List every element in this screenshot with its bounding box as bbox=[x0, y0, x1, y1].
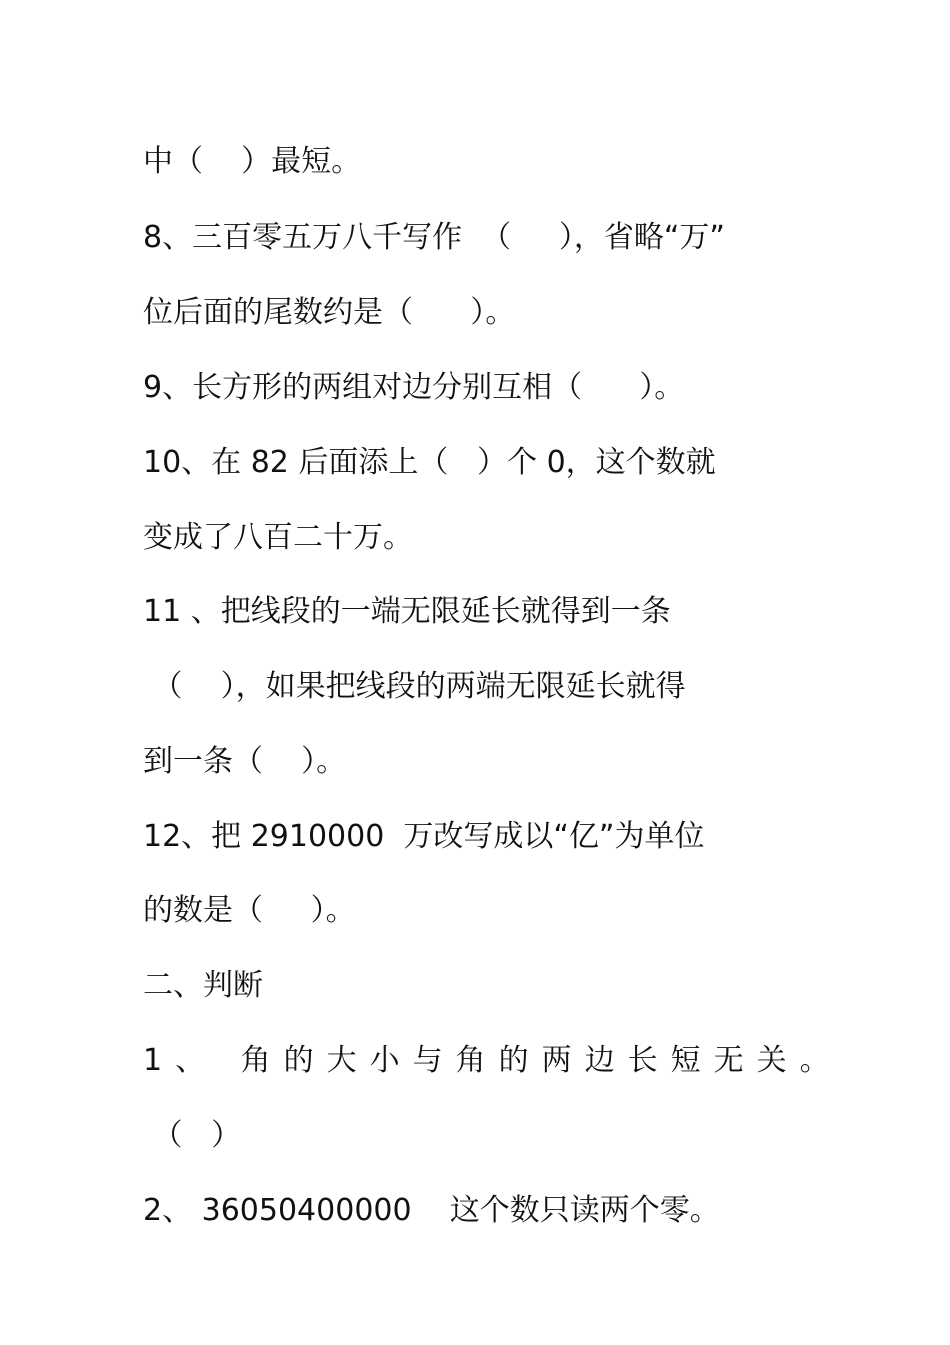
question-10-line-2: 变成了八百二十万。 bbox=[143, 520, 413, 555]
question-12-line-1: 12、把 2910000 万改写成以“亿”为单位 bbox=[143, 819, 705, 854]
question-11-line-2: （ ），如果把线段的两端无限延长就得 bbox=[143, 669, 686, 704]
section-heading-judgment: 二、判断 bbox=[143, 968, 263, 1003]
judgment-1-line-2: （ ） bbox=[143, 1118, 242, 1153]
question-9: 9、长方形的两组对边分别互相（ ）。 bbox=[143, 370, 685, 405]
question-8-line-1: 8、三百零五万八千写作 （ ），省略“万” bbox=[143, 220, 725, 255]
question-7-continuation: 中（ ）最短。 bbox=[143, 144, 362, 179]
question-11-line-1: 11 、把线段的一端无限延长就得到一条 bbox=[143, 594, 671, 629]
question-12-line-2: 的数是（ ）。 bbox=[143, 893, 356, 928]
question-8-line-2: 位后面的尾数约是（ ）。 bbox=[143, 295, 516, 330]
judgment-2: 2、 36050400000 这个数只读两个零。 bbox=[143, 1193, 720, 1228]
question-11-line-3: 到一条（ ）。 bbox=[143, 744, 347, 779]
question-10-line-1: 10、在 82 后面添上（ ）个 0，这个数就 bbox=[143, 445, 716, 480]
judgment-1-line-1: 1、 角的大小与角的两边长短无关。 bbox=[143, 1043, 843, 1078]
